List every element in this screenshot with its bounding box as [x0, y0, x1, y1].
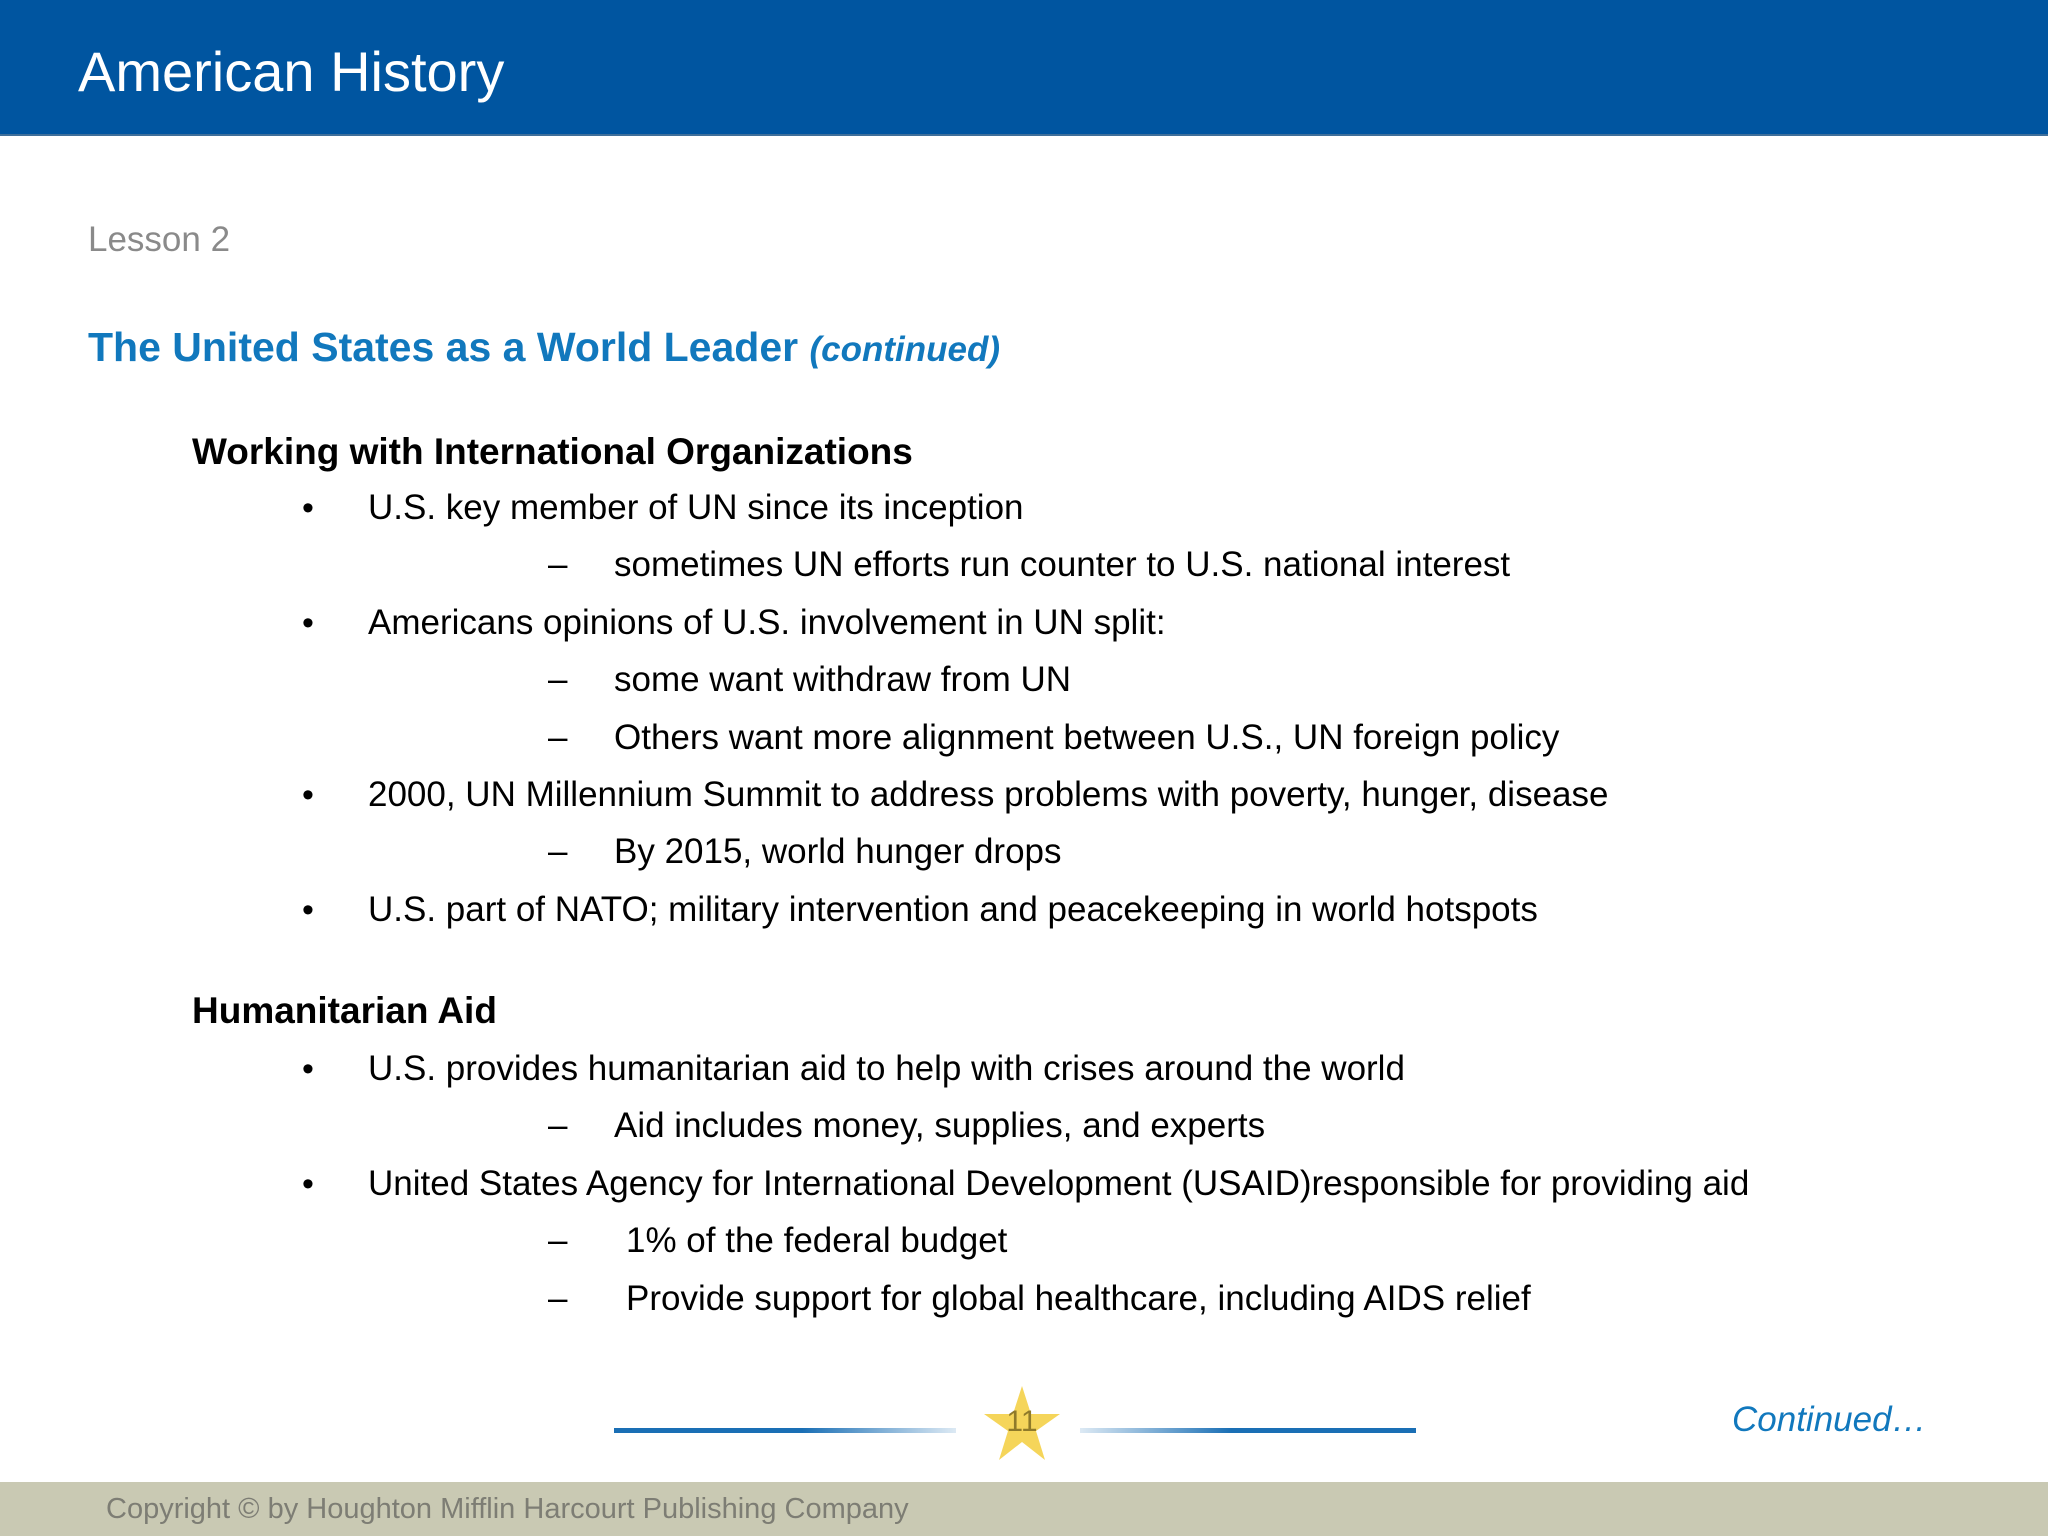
section-title-intl-orgs: Working with International Organizations: [192, 431, 913, 472]
dash-marker: –: [548, 832, 568, 871]
list-item-text: U.S. key member of UN since its inception: [368, 488, 1024, 527]
bullet-marker: •: [302, 776, 314, 814]
list-subitem-text: By 2015, world hunger drops: [614, 832, 1062, 871]
bullet-marker: •: [302, 891, 314, 929]
bullet-marker: •: [302, 489, 314, 527]
dash-marker: –: [548, 1106, 568, 1145]
list-item-text: U.S. part of NATO; military intervention and peacekeeping in world hotspots: [368, 890, 1538, 929]
slide-heading-suffix: (continued): [809, 330, 1001, 369]
copyright-text: Copyright © by Houghton Mifflin Harcourt Publishing Company: [106, 1493, 909, 1525]
list-item: [0, 484, 2048, 532]
lesson-label: Lesson 2: [88, 220, 231, 259]
dash-marker: –: [548, 545, 568, 584]
list-subitem: [0, 1217, 2048, 1265]
app-title: American History: [78, 40, 505, 103]
list-subitem: [0, 1102, 2048, 1150]
list-item-text: U.S. provides humanitarian aid to help with crises around the world: [368, 1049, 1405, 1088]
dash-marker: –: [548, 1279, 568, 1318]
list-subitem-text: 1% of the federal budget: [626, 1221, 1008, 1260]
dash-marker: –: [548, 1221, 568, 1260]
list-subitem: [0, 714, 2048, 762]
header-bar: [0, 0, 2048, 136]
continued-label: Continued…: [1732, 1400, 1927, 1439]
section-title-humanitarian-aid: Humanitarian Aid: [192, 990, 497, 1031]
dash-marker: –: [548, 718, 568, 757]
bullet-marker: •: [302, 1050, 314, 1088]
bullet-marker: •: [302, 1165, 314, 1203]
slide-heading-main: The United States as a World Leader: [88, 324, 799, 370]
list-item: [0, 771, 2048, 819]
bullet-marker: •: [302, 604, 314, 642]
page-number: 11: [1006, 1405, 1038, 1438]
list-subitem: [0, 1275, 2048, 1323]
list-subitem-text: some want withdraw from UN: [614, 660, 1072, 699]
list-item: [0, 886, 2048, 934]
list-item-text: 2000, UN Millennium Summit to address problems with poverty, hunger, disease: [368, 775, 1609, 814]
list-item-text: Americans opinions of U.S. involvement in UN split:: [368, 603, 1166, 642]
list-item: [0, 599, 2048, 647]
list-subitem: [0, 656, 2048, 704]
list-item: [0, 1160, 2048, 1208]
footer-divider-right: [1080, 1428, 1416, 1433]
copyright-bar: [0, 1482, 2048, 1536]
dash-marker: –: [548, 660, 568, 699]
list-item-text: United States Agency for International Development (USAID)responsible for providing aid: [368, 1164, 1750, 1203]
list-item: [0, 1045, 2048, 1093]
list-subitem: [0, 828, 2048, 876]
list-subitem-text: Provide support for global healthcare, including AIDS relief: [626, 1279, 1531, 1318]
list-subitem-text: sometimes UN efforts run counter to U.S. national interest: [614, 545, 1511, 584]
list-subitem: [0, 541, 2048, 589]
slide-heading: [88, 321, 1000, 376]
footer-divider-left: [614, 1428, 956, 1433]
list-subitem-text: Others want more alignment between U.S., UN foreign policy: [614, 718, 1560, 757]
list-subitem-text: Aid includes money, supplies, and experts: [614, 1106, 1266, 1145]
